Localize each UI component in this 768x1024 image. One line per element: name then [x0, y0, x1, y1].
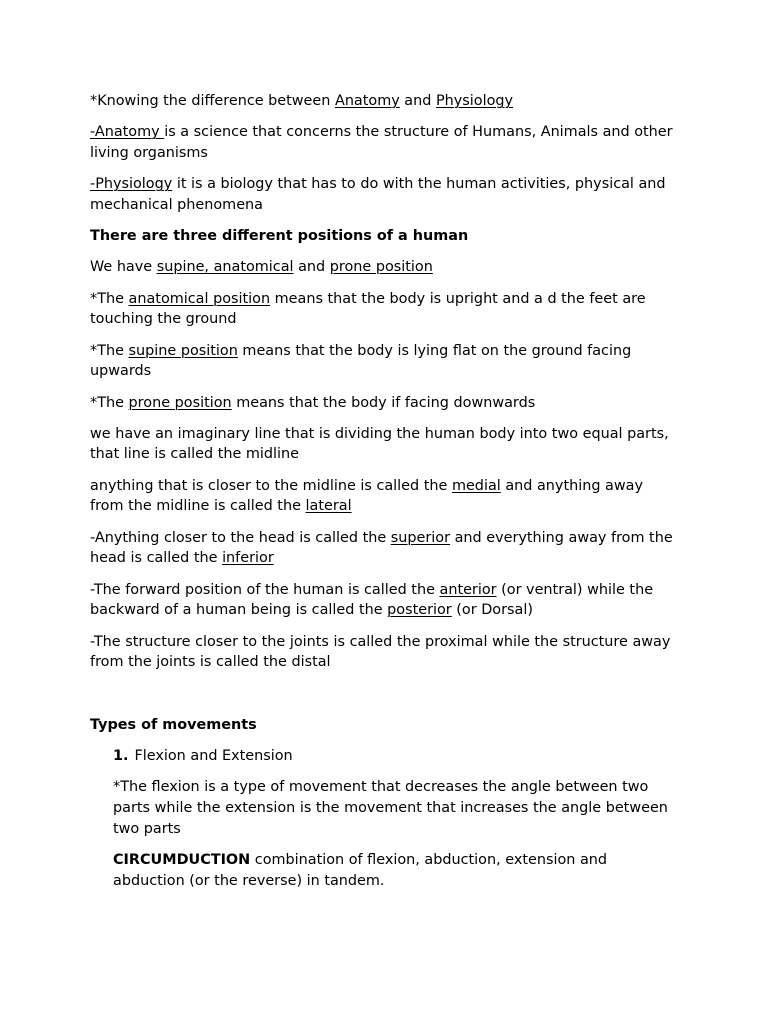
text-span: and [293, 259, 330, 276]
position-term: prone position [329, 259, 433, 276]
posterior-term: posterior [387, 602, 452, 619]
list-item-label: Flexion and Extension [134, 747, 293, 764]
list-item [113, 746, 680, 767]
anatomical-position-paragraph [90, 289, 680, 331]
text-span: We have [90, 259, 157, 276]
inferior-term: inferior [222, 550, 274, 567]
text-span: and [399, 93, 436, 109]
physiology-definition [90, 174, 680, 216]
midline-paragraph: we have an imaginary line that is dividing the human body into two equal parts, that line is called the midline [90, 425, 669, 463]
text-span: and everything away from the head is called the [90, 529, 673, 567]
position-term: anatomical position [128, 290, 271, 307]
text-span: (or ventral) while the backward of a human being is called the [90, 581, 654, 619]
text-span: *The [90, 290, 129, 307]
anatomy-definition [90, 122, 680, 164]
circumduction-term: CIRCUMDUCTION [113, 851, 251, 868]
text-span: -Anything closer to the head is called the [90, 529, 391, 546]
intro-paragraph [90, 91, 680, 112]
text-span: is a science that concerns the structure of Humans, Animals and other living organisms [90, 124, 673, 161]
text-span: combination of flexion, abduction, extension and abduction (or the reverse) in tandem. [113, 851, 608, 889]
movements-heading: Types of movements [90, 716, 257, 733]
lateral-term: lateral [305, 498, 352, 515]
anterior-term: anterior [439, 581, 497, 598]
text-span: *The [90, 342, 129, 359]
document-page [90, 91, 680, 902]
text-span: means that the body is lying flat on the ground facing upwards [90, 342, 632, 380]
physiology-term: -Physiology [90, 176, 173, 193]
blank-line [90, 684, 680, 715]
superior-term: superior [390, 529, 451, 546]
text-span: means that the body if facing downwards [231, 394, 536, 411]
positions-paragraph [90, 257, 680, 278]
anatomy-term: -Anatomy [90, 124, 165, 141]
positions-heading: There are three different positions of a human [90, 228, 469, 245]
supine-position-paragraph [90, 341, 680, 383]
proximal-distal-paragraph: -The structure closer to the joints is called the proximal while the structure away from the joints is called the distal [90, 633, 671, 671]
text-span: and anything away from the midline is called the [90, 477, 643, 515]
anatomy-term: Anatomy [334, 93, 400, 109]
list-number: 1. [113, 747, 129, 764]
position-term: prone position [128, 394, 232, 411]
text-span: (or Dorsal) [451, 602, 533, 619]
text-span: -The forward position of the human is called the [90, 581, 440, 598]
medial-term: medial [451, 477, 501, 494]
text-span: it is a biology that has to do with the human activities, physical and mechanical phenomena [90, 176, 666, 213]
anterior-posterior-paragraph [90, 580, 680, 622]
superior-inferior-paragraph [90, 528, 680, 570]
text-span: *Knowing the difference between [90, 93, 335, 109]
text-span: anything that is closer to the midline is called the [90, 477, 452, 494]
physiology-term: Physiology [435, 93, 514, 109]
text-span: means that the body is upright and a d the feet are touching the ground [90, 290, 646, 328]
circumduction-paragraph [113, 850, 680, 892]
position-term: supine, anatomical [156, 259, 294, 276]
prone-position-paragraph [90, 393, 680, 414]
medial-lateral-paragraph [90, 476, 680, 518]
position-term: supine position [128, 342, 238, 359]
flexion-paragraph: *The flexion is a type of movement that decreases the angle between two parts while the extension is the movement that increases the angle between two parts [113, 778, 668, 837]
text-span: *The [90, 394, 129, 411]
